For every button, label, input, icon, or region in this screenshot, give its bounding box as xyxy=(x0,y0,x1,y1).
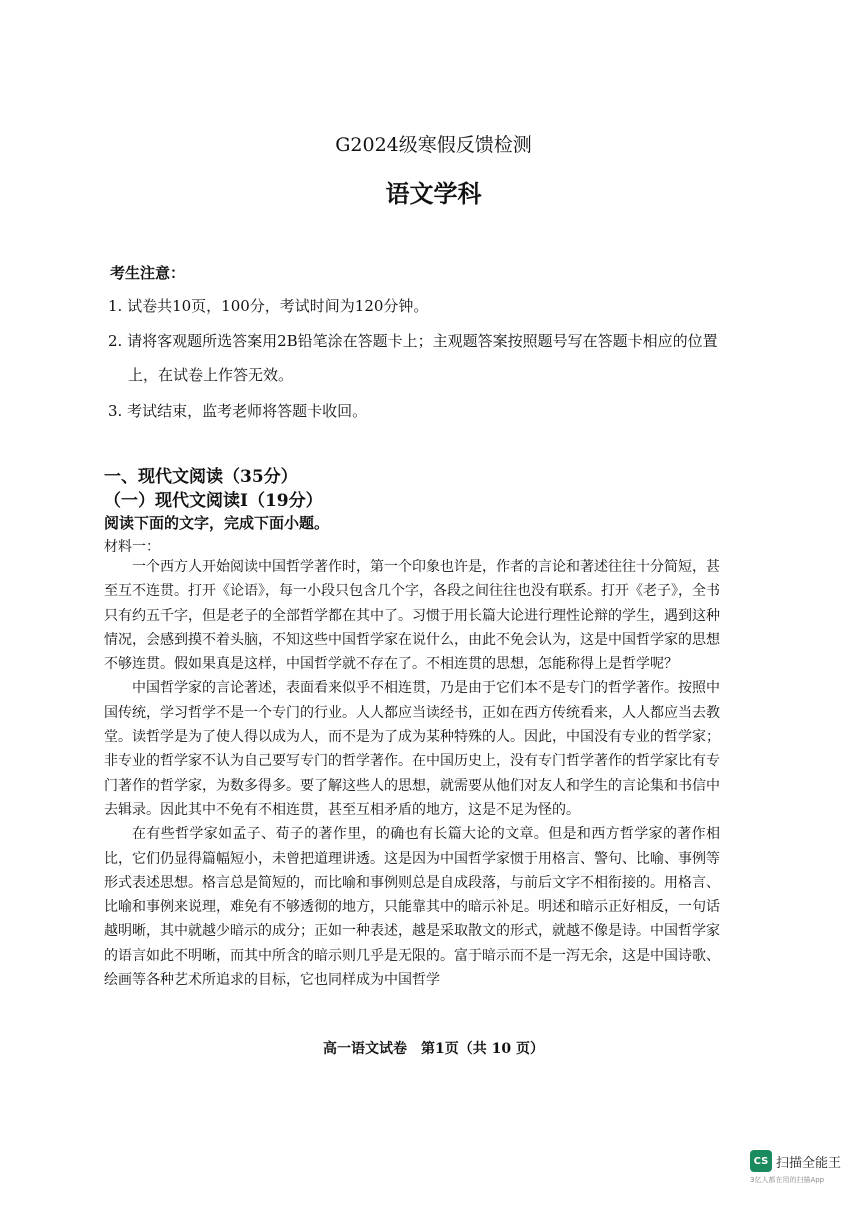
passage-paragraph: 中国哲学家的言论著述，表面看来似乎不相连贯，乃是由于它们本不是专门的哲学著作。按照中国传统，学习哲学不是一个专门的行业。人人都应当读经书，正如在西方传统看来，人人都应当去教堂。读哲学是为了使人得以成为人，而不是为了成为某种特殊的人。因此，中国没有专业的哲学家；非专业的哲学家不认为自己要写专门的哲学著作。在中国历史上，没有专门哲学著作的哲学家比有专门著作的哲学家，为数多得多。要了解这些人的思想，就需要从他们对友人和学生的言论集和书信中去辑录。因此其中不免有不相连贯，甚至互相矛盾的地方，这是不足为怪的。 xyxy=(104,680,720,818)
notice-heading: 考生注意： xyxy=(110,264,186,282)
passage-paragraph: 在有些哲学家如孟子、荀子的著作里，的确也有长篇大论的文章。但是和西方哲学家的著作相比，它们仍显得篇幅短小，未曾把道理讲透。这是因为中国哲学家惯于用格言、警句、比喻、事例等形式表述思想。格言总是简短的，而比喻和事例则总是自成段落，与前后文字不相衔接的。用格言、比喻和事例来说理，难免有不够透彻的地方，只能靠其中的暗示补足。明述和暗示正好相反，一句话越明晰，其中就越少暗示的成分；正如一种表述，越是采取散文的形式，就越不像是诗。中国哲学家的语言如此不明晰，而其中所含的暗示则几乎是无限的。富于暗示而不是一泻无余，这是中国诗歌、绘画等各种艺术所追求的目标，它也同样成为中国哲学 xyxy=(104,826,720,989)
watermark-name: 扫描全能王 xyxy=(776,1155,842,1171)
reading-passage xyxy=(104,555,720,992)
passage-paragraph: 一个西方人开始阅读中国哲学著作时，第一个印象也许是，作者的言论和著述往往十分简短，甚至互不连贯。打开《论语》，每一小段只包含几个字，各段之间往往也没有联系。打开《老子》，全书只有约五千字，但是老子的全部哲学都在其中了。习惯于用长篇大论进行理性论辩的学生，遇到这种情况，会感到摸不着头脑，不知这些中国哲学家在说什么，由此不免会认为，这是中国哲学家的思想不够连贯。假如果真是这样，中国哲学就不存在了。不相连贯的思想，怎能称得上是哲学呢？ xyxy=(104,559,720,673)
camscanner-logo-icon: CS xyxy=(750,1150,772,1172)
notice-item-continuation: 上，在试卷上作答无效。 xyxy=(128,366,294,384)
notice-item: 3. 考试结束，监考老师将答题卡收回。 xyxy=(108,402,368,420)
section-subtitle: （一）现代文阅读Ⅰ（19分） xyxy=(104,491,323,511)
subject-title: 语文学科 xyxy=(385,179,482,208)
exam-title: G2024级寒假反馈检测 xyxy=(335,134,532,156)
page-footer: 高一语文试卷 第1页（共 10 页） xyxy=(323,1041,544,1057)
watermark-tagline: 3亿人都在用的扫描App xyxy=(750,1176,825,1184)
notice-item: 1. 试卷共10页，100分，考试时间为120分钟。 xyxy=(108,297,429,315)
reading-instruction: 阅读下面的文字，完成下面小题。 xyxy=(104,514,330,532)
material-label: 材料一： xyxy=(104,539,160,555)
notice-item: 2. 请将客观题所选答案用2B铅笔涂在答题卡上；主观题答案按照题号写在答题卡相应的位置 xyxy=(108,332,718,350)
section-title: 一、现代文阅读（35分） xyxy=(104,467,298,487)
scanner-watermark xyxy=(750,1150,860,1185)
